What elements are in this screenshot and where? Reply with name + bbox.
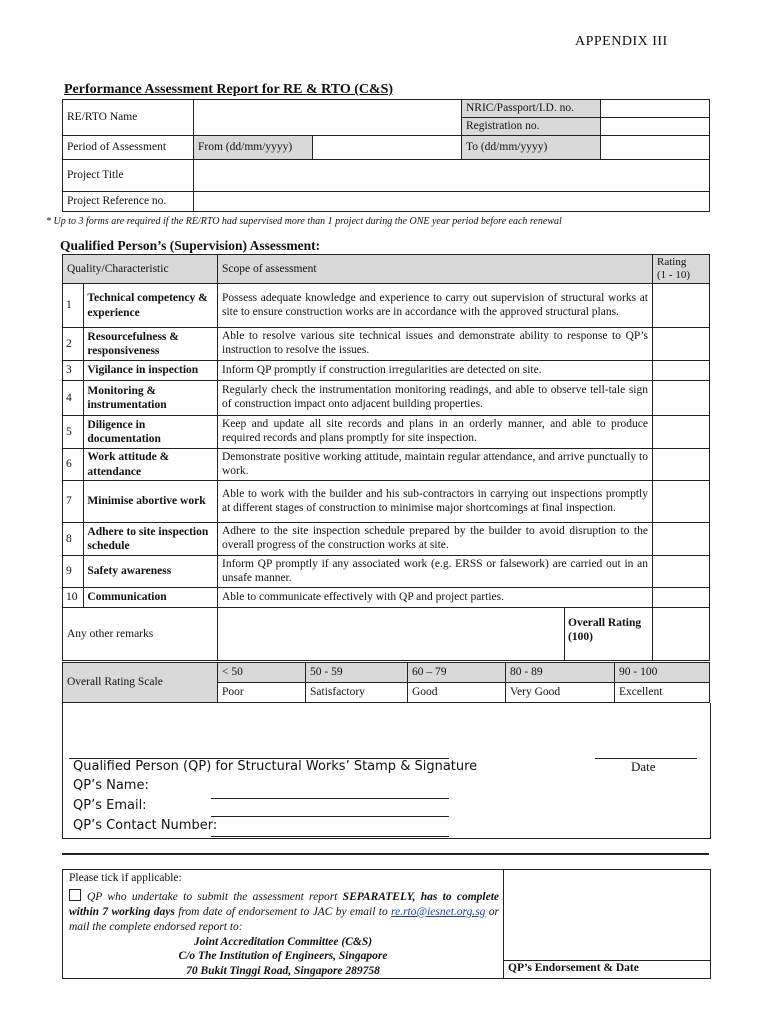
address-line: 70 Bukit Tinggi Road, Singapore 289758 — [186, 964, 380, 977]
scope-text: Keep and update all site records and plans in an orderly manner, and able to produce required records and plans promptly for site inspection. — [218, 416, 653, 449]
assessment-row — [63, 381, 710, 416]
scale-range: < 50 — [218, 663, 306, 683]
scale-range: 50 - 59 — [306, 663, 408, 683]
scale-range: 90 - 100 — [615, 663, 710, 683]
email-link[interactable]: re.rto@iesnet.org.sg — [391, 905, 486, 918]
assessment-row — [63, 416, 710, 449]
date-label: Date — [631, 759, 656, 774]
qp-contact-line[interactable] — [211, 836, 449, 837]
endorsement-label: QP’s Endorsement & Date — [508, 962, 639, 974]
row-number: 6 — [63, 449, 84, 481]
scope-text: Possess adequate knowledge and experience to carry out supervision of structural works at site to ensure construction works are in accordance with the approved structural plans. — [218, 284, 653, 328]
address-block — [63, 935, 503, 978]
para-b: SEPARATELY, has to complete within 7 working days — [69, 891, 499, 918]
rating-input[interactable] — [653, 481, 710, 523]
scale-name: Good — [408, 683, 506, 703]
endorsement-divider — [503, 870, 504, 978]
address-line: C/o The Institution of Engineers, Singapore — [178, 950, 388, 963]
section-title: Qualified Person’s (Supervision) Assessment: — [60, 238, 321, 253]
scale-name: Poor — [218, 683, 306, 703]
row-number: 7 — [63, 481, 84, 523]
other-remarks-cell[interactable] — [218, 608, 653, 661]
registration-label: Registration no. — [462, 118, 601, 136]
project-title-field[interactable] — [194, 160, 710, 192]
nric-field[interactable] — [601, 100, 710, 118]
other-remarks-label: Any other remarks — [63, 608, 218, 661]
qp-contact-label: QP’s Contact Number: — [73, 818, 218, 833]
para-a: QP who undertake to submit the assessment report — [87, 891, 343, 903]
rating-input[interactable] — [653, 588, 710, 608]
col-rating-range: (1 - 10) — [657, 269, 690, 281]
criterion-label: Minimise abortive work — [84, 481, 218, 523]
para-d: or mail the complete endorsed report to: — [69, 905, 499, 933]
scale-name: Excellent — [615, 683, 710, 703]
row-number: 9 — [63, 556, 84, 588]
header-table — [62, 99, 710, 212]
col-scope: Scope of assessment — [218, 255, 653, 284]
qp-name-line[interactable] — [211, 798, 449, 799]
to-label: To (dd/mm/yyyy) — [462, 136, 601, 160]
endorsement-label-line — [503, 960, 710, 961]
criterion-label: Safety awareness — [84, 556, 218, 588]
divider — [62, 853, 709, 855]
from-field[interactable] — [313, 136, 462, 160]
rating-input[interactable] — [653, 556, 710, 588]
assessment-row — [63, 361, 710, 381]
overall-rating-label: Overall Rating (100) — [564, 608, 652, 660]
criterion-label: Technical competency & experience — [84, 284, 218, 328]
qp-name-label: QP’s Name: — [73, 778, 149, 793]
tick-checkbox[interactable] — [69, 889, 81, 901]
criterion-label: Adhere to site inspection schedule — [84, 523, 218, 556]
from-label: From (dd/mm/yyyy) — [194, 136, 313, 160]
scope-text: Regularly check the instrumentation monitoring readings, and able to observe tell-tale sign of construction impact onto adjacent building properties. — [218, 381, 653, 416]
rating-input[interactable] — [653, 523, 710, 556]
scope-text: Demonstrate positive working attitude, maintain regular attendance, and arrive punctually to work. — [218, 449, 653, 481]
scope-text: Able to communicate effectively with QP and project parties. — [218, 588, 653, 608]
scale-name: Very Good — [506, 683, 615, 703]
rating-scale-table — [62, 662, 710, 703]
col-rating-label: Rating — [657, 256, 687, 269]
to-field[interactable] — [601, 136, 710, 160]
assessment-row — [63, 481, 710, 523]
scope-text: Adhere to the site inspection schedule prepared by the builder to avoid disruption to the overall progress of the construction works at site. — [218, 523, 653, 556]
row-number: 5 — [63, 416, 84, 449]
row-number: 3 — [63, 361, 84, 381]
rating-input[interactable] — [653, 328, 710, 361]
scope-text: Inform QP promptly if construction irregularities are detected on site. — [218, 361, 653, 381]
assessment-row — [63, 284, 710, 328]
row-number: 1 — [63, 284, 84, 328]
qp-email-label: QP’s Email: — [73, 798, 147, 813]
scale-label: Overall Rating Scale — [63, 663, 218, 703]
re-rto-name-field[interactable] — [194, 100, 462, 136]
project-ref-label: Project Reference no. — [63, 192, 194, 212]
nric-label: NRIC/Passport/I.D. no. — [462, 100, 601, 118]
scope-text: Inform QP promptly if any associated work (e.g. ERSS or falsework) are carried out in an unsafe manner. — [218, 556, 653, 588]
assessment-row — [63, 588, 710, 608]
assessment-row — [63, 449, 710, 481]
criterion-label: Communication — [84, 588, 218, 608]
assessment-row — [63, 556, 710, 588]
assessment-row — [63, 328, 710, 361]
page-title: Performance Assessment Report for RE & RTO (C&S) — [64, 82, 394, 97]
rating-input[interactable] — [653, 284, 710, 328]
endorsement-box — [62, 869, 711, 979]
re-rto-name-label: RE/RTO Name — [63, 100, 194, 136]
rating-input[interactable] — [653, 381, 710, 416]
appendix-label: APPENDIX III — [575, 34, 668, 49]
stamp-signature-label: Qualified Person (QP) for Structural Works’ Stamp & Signature — [73, 759, 478, 774]
criterion-label: Monitoring & instrumentation — [84, 381, 218, 416]
rating-input[interactable] — [653, 361, 710, 381]
scale-range: 80 - 89 — [506, 663, 615, 683]
period-label: Period of Assessment — [63, 136, 194, 160]
scale-range: 60 – 79 — [408, 663, 506, 683]
criterion-label: Resourcefulness & responsiveness — [84, 328, 218, 361]
overall-rating-field[interactable] — [653, 608, 710, 661]
criterion-label: Work attitude & attendance — [84, 449, 218, 481]
assessment-row — [63, 523, 710, 556]
para-c: from date of endorsement to JAC by email to — [174, 905, 392, 918]
row-number: 10 — [63, 588, 84, 608]
project-ref-field[interactable] — [194, 192, 710, 212]
criterion-label: Diligence in documentation — [84, 416, 218, 449]
row-number: 2 — [63, 328, 84, 361]
rating-input[interactable] — [653, 416, 710, 449]
tick-instruction: Please tick if applicable: — [69, 872, 182, 884]
criterion-label: Vigilance in inspection — [84, 361, 218, 381]
separate-submission-text — [69, 889, 499, 935]
registration-field[interactable] — [601, 118, 710, 136]
scale-name: Satisfactory — [306, 683, 408, 703]
project-title-label: Project Title — [63, 160, 194, 192]
footnote: * Up to 3 forms are required if the RE/RTO had supervised more than 1 project during the ONE year period before each renewal — [46, 216, 562, 227]
rating-input[interactable] — [653, 449, 710, 481]
row-number: 4 — [63, 381, 84, 416]
col-quality: Quality/Characteristic — [63, 255, 218, 284]
assessment-table — [62, 254, 710, 661]
scope-text: Able to work with the builder and his sub-contractors in carrying out inspections promptly at different stages of construction to minimise major shortcomings at final inspection. — [218, 481, 653, 523]
scope-text: Able to resolve various site technical issues and demonstrate ability to response to QP’s instruction to resolve the issues. — [218, 328, 653, 361]
row-number: 8 — [63, 523, 84, 556]
qp-email-line[interactable] — [211, 816, 449, 817]
signature-box — [62, 703, 711, 839]
col-rating — [653, 255, 710, 284]
address-line: Joint Accreditation Committee (C&S) — [193, 936, 373, 948]
